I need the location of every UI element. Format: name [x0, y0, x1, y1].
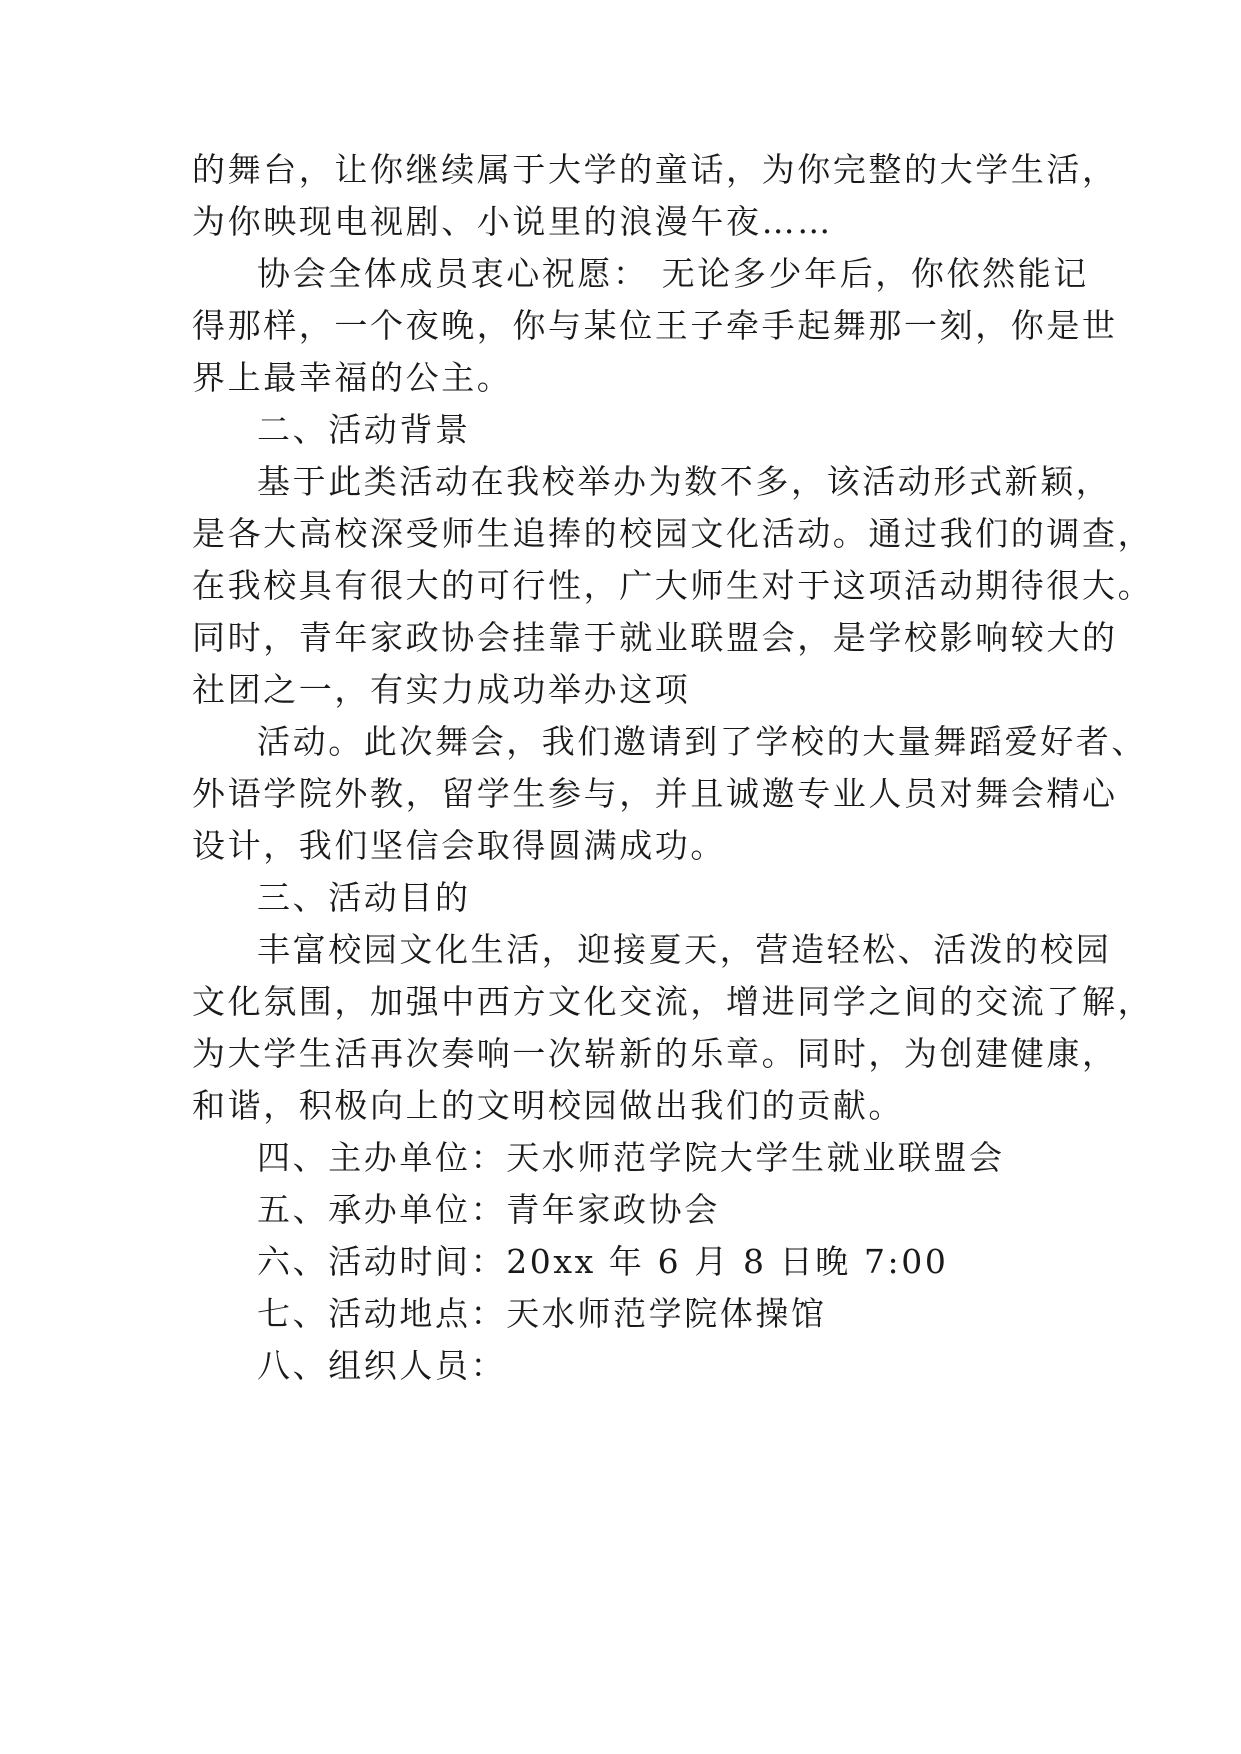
text-line: 丰富校园文化生活，迎接夏天，营造轻松、活泼的校园	[257, 930, 1112, 969]
text-line: 外语学院外教，留学生参与，并且诚邀专业人员对舞会精心	[192, 774, 1118, 813]
section-heading: 三、活动目的	[257, 878, 471, 917]
text-line: 文化氛围，加强中西方文化交流，增进同学之间的交流了解，	[192, 982, 1154, 1021]
section-heading: 六、活动时间：20xx 年 6 月 8 日晚 7:00	[257, 1242, 949, 1281]
text-line: 的舞台，让你继续属于大学的童话，为你完整的大学生活，	[192, 150, 1118, 189]
section-heading: 五、承办单位：青年家政协会	[257, 1190, 720, 1229]
text-line: 得那样，一个夜晚，你与某位王子牵手起舞那一刻，你是世	[192, 306, 1118, 345]
text-line: 和谐，积极向上的文明校园做出我们的贡献。	[192, 1086, 904, 1125]
text-line: 是各大高校深受师生追捧的校园文化活动。通过我们的调查，	[192, 514, 1154, 553]
text-line: 协会全体成员衷心祝愿： 无论多少年后，你依然能记	[257, 254, 1089, 293]
section-heading: 四、主办单位：天水师范学院大学生就业联盟会	[257, 1138, 1005, 1177]
text-line: 设计，我们坚信会取得圆满成功。	[192, 826, 726, 865]
text-line: 为你映现电视剧、小说里的浪漫午夜……	[192, 202, 833, 241]
text-line: 基于此类活动在我校举办为数不多，该活动形式新颖，	[257, 462, 1112, 501]
text-line: 界上最幸福的公主。	[192, 358, 513, 397]
section-heading: 八、组织人员：	[257, 1346, 507, 1385]
text-line: 社团之一，有实力成功举办这项	[192, 670, 691, 709]
text-line: 活动。此次舞会，我们邀请到了学校的大量舞蹈爱好者、	[257, 722, 1147, 761]
section-heading: 七、活动地点：天水师范学院体操馆	[257, 1294, 827, 1333]
section-heading: 二、活动背景	[257, 410, 471, 449]
text-line: 为大学生活再次奏响一次崭新的乐章。同时，为创建健康，	[192, 1034, 1118, 1073]
text-line: 同时，青年家政协会挂靠于就业联盟会，是学校影响较大的	[192, 618, 1118, 657]
text-line: 在我校具有很大的可行性，广大师生对于这项活动期待很大。	[192, 566, 1154, 605]
